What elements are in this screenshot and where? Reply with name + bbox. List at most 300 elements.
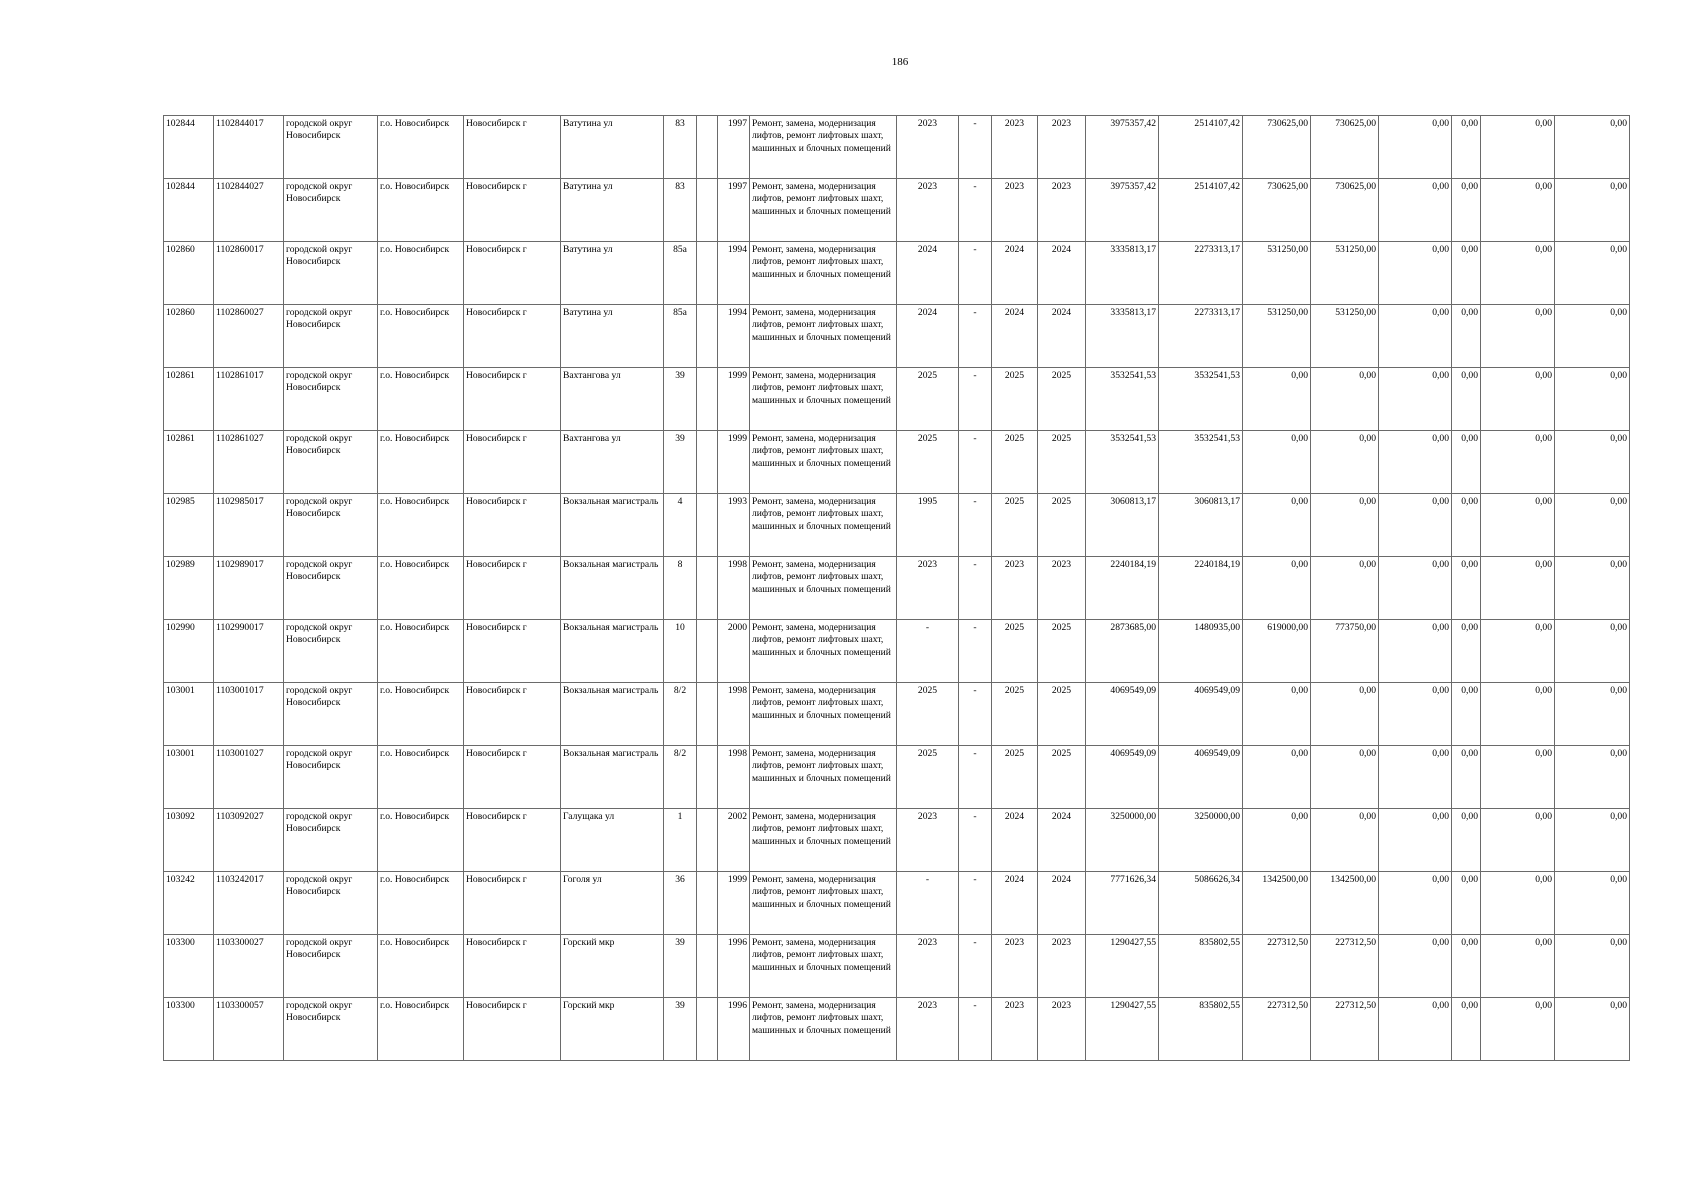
end-year-cell: 2024 xyxy=(1038,872,1086,935)
house-number-cell: 8 xyxy=(664,557,697,620)
total-cost-cell: 3532541,53 xyxy=(1086,431,1159,494)
last-repair-year-cell: 2025 xyxy=(897,368,959,431)
element-code-cell: 1102990017 xyxy=(214,620,284,683)
cost-column-d-cell: 0,00 xyxy=(1452,116,1481,179)
planned-repair-year-cell: - xyxy=(959,116,992,179)
element-code-cell: 1102844017 xyxy=(214,116,284,179)
cost-column-a-cell: 0,00 xyxy=(1243,683,1311,746)
city-cell: Новосибирск г xyxy=(464,683,561,746)
city-cell: Новосибирск г xyxy=(464,431,561,494)
cost-column-f-cell: 0,00 xyxy=(1555,431,1630,494)
build-year-cell: 1996 xyxy=(718,998,750,1061)
end-year-cell: 2025 xyxy=(1038,620,1086,683)
fund-cost-cell: 3250000,00 xyxy=(1159,809,1243,872)
element-code-cell: 1102860027 xyxy=(214,305,284,368)
street-cell: Вокзальная магистраль xyxy=(561,620,664,683)
build-year-cell: 1997 xyxy=(718,116,750,179)
cost-column-c-cell: 0,00 xyxy=(1379,368,1452,431)
street-cell: Вахтангова ул xyxy=(561,431,664,494)
planned-repair-year-cell: - xyxy=(959,746,992,809)
total-cost-cell: 3335813,17 xyxy=(1086,305,1159,368)
build-year-cell: 1997 xyxy=(718,179,750,242)
end-year-cell: 2023 xyxy=(1038,935,1086,998)
build-year-cell: 1998 xyxy=(718,683,750,746)
total-cost-cell: 7771626,34 xyxy=(1086,872,1159,935)
house-number-cell: 8/2 xyxy=(664,746,697,809)
end-year-cell: 2024 xyxy=(1038,809,1086,872)
table-row xyxy=(164,872,1630,935)
cost-column-e-cell: 0,00 xyxy=(1481,683,1555,746)
cost-column-f-cell: 0,00 xyxy=(1555,809,1630,872)
last-repair-year-cell: 2025 xyxy=(897,431,959,494)
municipality-cell: городской округ Новосибирск xyxy=(284,494,378,557)
building-cell xyxy=(697,431,718,494)
cost-column-d-cell: 0,00 xyxy=(1452,620,1481,683)
last-repair-year-cell: 2024 xyxy=(897,242,959,305)
cost-column-b-cell: 773750,00 xyxy=(1311,620,1379,683)
work-type-cell: Ремонт, замена, модернизация лифтов, ремонт лифтовых шахт, машинных и блочных помещений xyxy=(750,746,897,809)
cost-column-e-cell: 0,00 xyxy=(1481,746,1555,809)
city-cell: Новосибирск г xyxy=(464,998,561,1061)
planned-repair-year-cell: - xyxy=(959,620,992,683)
city-cell: Новосибирск г xyxy=(464,809,561,872)
cost-column-b-cell: 0,00 xyxy=(1311,746,1379,809)
planned-repair-year-cell: - xyxy=(959,557,992,620)
fund-cost-cell: 4069549,09 xyxy=(1159,746,1243,809)
start-year-cell: 2024 xyxy=(992,872,1038,935)
settlement-cell: г.о. Новосибирск xyxy=(378,683,464,746)
city-cell: Новосибирск г xyxy=(464,872,561,935)
cost-column-f-cell: 0,00 xyxy=(1555,242,1630,305)
work-type-cell: Ремонт, замена, модернизация лифтов, ремонт лифтовых шахт, машинных и блочных помещений xyxy=(750,620,897,683)
fund-cost-cell: 2240184,19 xyxy=(1159,557,1243,620)
house-number-cell: 1 xyxy=(664,809,697,872)
municipality-cell: городской округ Новосибирск xyxy=(284,683,378,746)
cost-column-a-cell: 0,00 xyxy=(1243,746,1311,809)
element-code-cell: 1103300057 xyxy=(214,998,284,1061)
work-type-cell: Ремонт, замена, модернизация лифтов, ремонт лифтовых шахт, машинных и блочных помещений xyxy=(750,998,897,1061)
cost-column-c-cell: 0,00 xyxy=(1379,179,1452,242)
municipality-cell: городской округ Новосибирск xyxy=(284,809,378,872)
municipality-cell: городской округ Новосибирск xyxy=(284,746,378,809)
cost-column-c-cell: 0,00 xyxy=(1379,494,1452,557)
table-row xyxy=(164,242,1630,305)
cost-column-c-cell: 0,00 xyxy=(1379,431,1452,494)
cost-column-b-cell: 0,00 xyxy=(1311,809,1379,872)
element-code-cell: 1103300027 xyxy=(214,935,284,998)
city-cell: Новосибирск г xyxy=(464,557,561,620)
building-cell xyxy=(697,998,718,1061)
fund-cost-cell: 2514107,42 xyxy=(1159,179,1243,242)
cost-column-a-cell: 227312,50 xyxy=(1243,998,1311,1061)
last-repair-year-cell: 2023 xyxy=(897,116,959,179)
planned-repair-year-cell: - xyxy=(959,683,992,746)
start-year-cell: 2025 xyxy=(992,368,1038,431)
end-year-cell: 2023 xyxy=(1038,179,1086,242)
planned-repair-year-cell: - xyxy=(959,242,992,305)
cost-column-e-cell: 0,00 xyxy=(1481,116,1555,179)
planned-repair-year-cell: - xyxy=(959,998,992,1061)
cost-column-d-cell: 0,00 xyxy=(1452,305,1481,368)
cost-column-a-cell: 1342500,00 xyxy=(1243,872,1311,935)
object-code-cell: 102860 xyxy=(164,305,214,368)
fund-cost-cell: 1480935,00 xyxy=(1159,620,1243,683)
settlement-cell: г.о. Новосибирск xyxy=(378,557,464,620)
total-cost-cell: 2873685,00 xyxy=(1086,620,1159,683)
end-year-cell: 2025 xyxy=(1038,431,1086,494)
fund-cost-cell: 835802,55 xyxy=(1159,998,1243,1061)
building-cell xyxy=(697,620,718,683)
page-number: 186 xyxy=(891,56,909,68)
building-cell xyxy=(697,494,718,557)
cost-column-f-cell: 0,00 xyxy=(1555,683,1630,746)
last-repair-year-cell: 2024 xyxy=(897,305,959,368)
work-type-cell: Ремонт, замена, модернизация лифтов, ремонт лифтовых шахт, машинных и блочных помещений xyxy=(750,179,897,242)
street-cell: Вокзальная магистраль xyxy=(561,683,664,746)
cost-column-e-cell: 0,00 xyxy=(1481,998,1555,1061)
planned-repair-year-cell: - xyxy=(959,305,992,368)
fund-cost-cell: 2273313,17 xyxy=(1159,305,1243,368)
cost-column-a-cell: 227312,50 xyxy=(1243,935,1311,998)
settlement-cell: г.о. Новосибирск xyxy=(378,872,464,935)
city-cell: Новосибирск г xyxy=(464,305,561,368)
cost-column-f-cell: 0,00 xyxy=(1555,620,1630,683)
cost-column-a-cell: 0,00 xyxy=(1243,368,1311,431)
cost-column-b-cell: 0,00 xyxy=(1311,683,1379,746)
cost-column-a-cell: 730625,00 xyxy=(1243,116,1311,179)
street-cell: Галущака ул xyxy=(561,809,664,872)
element-code-cell: 1102861027 xyxy=(214,431,284,494)
object-code-cell: 103001 xyxy=(164,746,214,809)
work-type-cell: Ремонт, замена, модернизация лифтов, ремонт лифтовых шахт, машинных и блочных помещений xyxy=(750,872,897,935)
cost-column-d-cell: 0,00 xyxy=(1452,368,1481,431)
cost-column-d-cell: 0,00 xyxy=(1452,494,1481,557)
table-row xyxy=(164,305,1630,368)
table-row xyxy=(164,431,1630,494)
municipality-cell: городской округ Новосибирск xyxy=(284,179,378,242)
cost-column-a-cell: 531250,00 xyxy=(1243,242,1311,305)
object-code-cell: 102985 xyxy=(164,494,214,557)
house-number-cell: 85а xyxy=(664,242,697,305)
settlement-cell: г.о. Новосибирск xyxy=(378,305,464,368)
cost-column-a-cell: 730625,00 xyxy=(1243,179,1311,242)
cost-column-d-cell: 0,00 xyxy=(1452,809,1481,872)
object-code-cell: 102861 xyxy=(164,368,214,431)
end-year-cell: 2025 xyxy=(1038,746,1086,809)
table-row xyxy=(164,683,1630,746)
street-cell: Ватутина ул xyxy=(561,242,664,305)
element-code-cell: 1103001017 xyxy=(214,683,284,746)
work-type-cell: Ремонт, замена, модернизация лифтов, ремонт лифтовых шахт, машинных и блочных помещений xyxy=(750,368,897,431)
element-code-cell: 1102861017 xyxy=(214,368,284,431)
work-type-cell: Ремонт, замена, модернизация лифтов, ремонт лифтовых шахт, машинных и блочных помещений xyxy=(750,557,897,620)
element-code-cell: 1103242017 xyxy=(214,872,284,935)
street-cell: Гоголя ул xyxy=(561,872,664,935)
table-row xyxy=(164,998,1630,1061)
cost-column-e-cell: 0,00 xyxy=(1481,179,1555,242)
last-repair-year-cell: 2023 xyxy=(897,935,959,998)
work-type-cell: Ремонт, замена, модернизация лифтов, ремонт лифтовых шахт, машинных и блочных помещений xyxy=(750,242,897,305)
element-code-cell: 1103001027 xyxy=(214,746,284,809)
cost-column-c-cell: 0,00 xyxy=(1379,305,1452,368)
work-type-cell: Ремонт, замена, модернизация лифтов, ремонт лифтовых шахт, машинных и блочных помещений xyxy=(750,305,897,368)
building-cell xyxy=(697,935,718,998)
start-year-cell: 2024 xyxy=(992,809,1038,872)
street-cell: Ватутина ул xyxy=(561,179,664,242)
element-code-cell: 1102985017 xyxy=(214,494,284,557)
end-year-cell: 2025 xyxy=(1038,683,1086,746)
city-cell: Новосибирск г xyxy=(464,179,561,242)
object-code-cell: 103001 xyxy=(164,683,214,746)
cost-column-b-cell: 730625,00 xyxy=(1311,116,1379,179)
cost-column-e-cell: 0,00 xyxy=(1481,368,1555,431)
work-type-cell: Ремонт, замена, модернизация лифтов, ремонт лифтовых шахт, машинных и блочных помещений xyxy=(750,494,897,557)
house-number-cell: 39 xyxy=(664,431,697,494)
last-repair-year-cell: - xyxy=(897,872,959,935)
planned-repair-year-cell: - xyxy=(959,494,992,557)
municipality-cell: городской округ Новосибирск xyxy=(284,998,378,1061)
city-cell: Новосибирск г xyxy=(464,368,561,431)
build-year-cell: 1999 xyxy=(718,872,750,935)
start-year-cell: 2023 xyxy=(992,179,1038,242)
table-row xyxy=(164,809,1630,872)
cost-column-d-cell: 0,00 xyxy=(1452,242,1481,305)
build-year-cell: 1994 xyxy=(718,242,750,305)
cost-column-d-cell: 0,00 xyxy=(1452,557,1481,620)
last-repair-year-cell: 2025 xyxy=(897,746,959,809)
building-cell xyxy=(697,746,718,809)
cost-column-f-cell: 0,00 xyxy=(1555,998,1630,1061)
settlement-cell: г.о. Новосибирск xyxy=(378,935,464,998)
start-year-cell: 2024 xyxy=(992,305,1038,368)
start-year-cell: 2025 xyxy=(992,746,1038,809)
cost-column-a-cell: 0,00 xyxy=(1243,557,1311,620)
street-cell: Ватутина ул xyxy=(561,116,664,179)
cost-column-b-cell: 227312,50 xyxy=(1311,998,1379,1061)
street-cell: Вахтангова ул xyxy=(561,368,664,431)
build-year-cell: 1994 xyxy=(718,305,750,368)
cost-column-d-cell: 0,00 xyxy=(1452,746,1481,809)
planned-repair-year-cell: - xyxy=(959,179,992,242)
element-code-cell: 1102860017 xyxy=(214,242,284,305)
cost-column-f-cell: 0,00 xyxy=(1555,935,1630,998)
object-code-cell: 103300 xyxy=(164,935,214,998)
last-repair-year-cell: 1995 xyxy=(897,494,959,557)
fund-cost-cell: 5086626,34 xyxy=(1159,872,1243,935)
settlement-cell: г.о. Новосибирск xyxy=(378,998,464,1061)
building-cell xyxy=(697,557,718,620)
house-number-cell: 4 xyxy=(664,494,697,557)
object-code-cell: 102989 xyxy=(164,557,214,620)
cost-column-f-cell: 0,00 xyxy=(1555,872,1630,935)
planned-repair-year-cell: - xyxy=(959,935,992,998)
building-cell xyxy=(697,179,718,242)
cost-column-c-cell: 0,00 xyxy=(1379,935,1452,998)
table-row xyxy=(164,116,1630,179)
municipality-cell: городской округ Новосибирск xyxy=(284,116,378,179)
cost-column-c-cell: 0,00 xyxy=(1379,557,1452,620)
build-year-cell: 1998 xyxy=(718,746,750,809)
city-cell: Новосибирск г xyxy=(464,620,561,683)
cost-column-b-cell: 730625,00 xyxy=(1311,179,1379,242)
start-year-cell: 2025 xyxy=(992,683,1038,746)
work-type-cell: Ремонт, замена, модернизация лифтов, ремонт лифтовых шахт, машинных и блочных помещений xyxy=(750,683,897,746)
work-type-cell: Ремонт, замена, модернизация лифтов, ремонт лифтовых шахт, машинных и блочных помещений xyxy=(750,809,897,872)
house-number-cell: 10 xyxy=(664,620,697,683)
cost-column-f-cell: 0,00 xyxy=(1555,179,1630,242)
build-year-cell: 1996 xyxy=(718,935,750,998)
work-type-cell: Ремонт, замена, модернизация лифтов, ремонт лифтовых шахт, машинных и блочных помещений xyxy=(750,431,897,494)
cost-column-d-cell: 0,00 xyxy=(1452,431,1481,494)
fund-cost-cell: 3060813,17 xyxy=(1159,494,1243,557)
cost-column-f-cell: 0,00 xyxy=(1555,305,1630,368)
start-year-cell: 2023 xyxy=(992,935,1038,998)
cost-column-f-cell: 0,00 xyxy=(1555,116,1630,179)
cost-column-c-cell: 0,00 xyxy=(1379,746,1452,809)
start-year-cell: 2024 xyxy=(992,242,1038,305)
cost-column-b-cell: 531250,00 xyxy=(1311,305,1379,368)
municipality-cell: городской округ Новосибирск xyxy=(284,872,378,935)
cost-column-c-cell: 0,00 xyxy=(1379,872,1452,935)
cost-column-d-cell: 0,00 xyxy=(1452,179,1481,242)
cost-column-e-cell: 0,00 xyxy=(1481,620,1555,683)
cost-column-c-cell: 0,00 xyxy=(1379,242,1452,305)
municipality-cell: городской округ Новосибирск xyxy=(284,557,378,620)
planned-repair-year-cell: - xyxy=(959,368,992,431)
settlement-cell: г.о. Новосибирск xyxy=(378,809,464,872)
house-number-cell: 83 xyxy=(664,116,697,179)
table-row xyxy=(164,620,1630,683)
build-year-cell: 2000 xyxy=(718,620,750,683)
cost-column-a-cell: 619000,00 xyxy=(1243,620,1311,683)
total-cost-cell: 3060813,17 xyxy=(1086,494,1159,557)
city-cell: Новосибирск г xyxy=(464,935,561,998)
object-code-cell: 102861 xyxy=(164,431,214,494)
cost-column-b-cell: 531250,00 xyxy=(1311,242,1379,305)
total-cost-cell: 2240184,19 xyxy=(1086,557,1159,620)
cost-column-a-cell: 0,00 xyxy=(1243,494,1311,557)
total-cost-cell: 1290427,55 xyxy=(1086,998,1159,1061)
building-cell xyxy=(697,683,718,746)
start-year-cell: 2025 xyxy=(992,620,1038,683)
end-year-cell: 2023 xyxy=(1038,116,1086,179)
municipality-cell: городской округ Новосибирск xyxy=(284,935,378,998)
cost-column-b-cell: 0,00 xyxy=(1311,368,1379,431)
element-code-cell: 1102844027 xyxy=(214,179,284,242)
settlement-cell: г.о. Новосибирск xyxy=(378,494,464,557)
total-cost-cell: 3975357,42 xyxy=(1086,116,1159,179)
end-year-cell: 2025 xyxy=(1038,368,1086,431)
last-repair-year-cell: 2023 xyxy=(897,809,959,872)
cost-column-d-cell: 0,00 xyxy=(1452,935,1481,998)
cost-column-c-cell: 0,00 xyxy=(1379,683,1452,746)
building-cell xyxy=(697,872,718,935)
cost-column-c-cell: 0,00 xyxy=(1379,116,1452,179)
work-type-cell: Ремонт, замена, модернизация лифтов, ремонт лифтовых шахт, машинных и блочных помещений xyxy=(750,935,897,998)
municipality-cell: городской округ Новосибирск xyxy=(284,242,378,305)
settlement-cell: г.о. Новосибирск xyxy=(378,242,464,305)
house-number-cell: 8/2 xyxy=(664,683,697,746)
start-year-cell: 2025 xyxy=(992,494,1038,557)
total-cost-cell: 3250000,00 xyxy=(1086,809,1159,872)
cost-column-b-cell: 0,00 xyxy=(1311,431,1379,494)
build-year-cell: 2002 xyxy=(718,809,750,872)
house-number-cell: 85а xyxy=(664,305,697,368)
end-year-cell: 2024 xyxy=(1038,242,1086,305)
last-repair-year-cell: 2025 xyxy=(897,683,959,746)
municipality-cell: городской округ Новосибирск xyxy=(284,620,378,683)
start-year-cell: 2025 xyxy=(992,431,1038,494)
start-year-cell: 2023 xyxy=(992,116,1038,179)
building-cell xyxy=(697,116,718,179)
cost-column-f-cell: 0,00 xyxy=(1555,494,1630,557)
settlement-cell: г.о. Новосибирск xyxy=(378,179,464,242)
cost-column-b-cell: 0,00 xyxy=(1311,557,1379,620)
object-code-cell: 103242 xyxy=(164,872,214,935)
house-number-cell: 39 xyxy=(664,998,697,1061)
table-row xyxy=(164,557,1630,620)
municipality-cell: городской округ Новосибирск xyxy=(284,431,378,494)
end-year-cell: 2024 xyxy=(1038,305,1086,368)
planned-repair-year-cell: - xyxy=(959,872,992,935)
cost-column-f-cell: 0,00 xyxy=(1555,557,1630,620)
total-cost-cell: 3975357,42 xyxy=(1086,179,1159,242)
city-cell: Новосибирск г xyxy=(464,746,561,809)
cost-column-d-cell: 0,00 xyxy=(1452,872,1481,935)
cost-column-a-cell: 0,00 xyxy=(1243,809,1311,872)
city-cell: Новосибирск г xyxy=(464,494,561,557)
fund-cost-cell: 3532541,53 xyxy=(1159,431,1243,494)
object-code-cell: 102844 xyxy=(164,116,214,179)
planned-repair-year-cell: - xyxy=(959,431,992,494)
build-year-cell: 1999 xyxy=(718,431,750,494)
house-number-cell: 39 xyxy=(664,368,697,431)
object-code-cell: 102990 xyxy=(164,620,214,683)
house-number-cell: 39 xyxy=(664,935,697,998)
work-type-cell: Ремонт, замена, модернизация лифтов, ремонт лифтовых шахт, машинных и блочных помещений xyxy=(750,116,897,179)
start-year-cell: 2023 xyxy=(992,998,1038,1061)
table-row xyxy=(164,368,1630,431)
cost-column-f-cell: 0,00 xyxy=(1555,368,1630,431)
cost-column-e-cell: 0,00 xyxy=(1481,809,1555,872)
end-year-cell: 2023 xyxy=(1038,557,1086,620)
last-repair-year-cell: - xyxy=(897,620,959,683)
total-cost-cell: 3532541,53 xyxy=(1086,368,1159,431)
fund-cost-cell: 2514107,42 xyxy=(1159,116,1243,179)
settlement-cell: г.о. Новосибирск xyxy=(378,620,464,683)
cost-column-b-cell: 0,00 xyxy=(1311,494,1379,557)
element-code-cell: 1103092027 xyxy=(214,809,284,872)
object-code-cell: 102844 xyxy=(164,179,214,242)
building-cell xyxy=(697,305,718,368)
build-year-cell: 1998 xyxy=(718,557,750,620)
street-cell: Вокзальная магистраль xyxy=(561,494,664,557)
table-row xyxy=(164,179,1630,242)
last-repair-year-cell: 2023 xyxy=(897,179,959,242)
street-cell: Горский мкр xyxy=(561,935,664,998)
settlement-cell: г.о. Новосибирск xyxy=(378,746,464,809)
table-row xyxy=(164,935,1630,998)
settlement-cell: г.о. Новосибирск xyxy=(378,368,464,431)
cost-column-b-cell: 227312,50 xyxy=(1311,935,1379,998)
cost-column-e-cell: 0,00 xyxy=(1481,494,1555,557)
street-cell: Ватутина ул xyxy=(561,305,664,368)
end-year-cell: 2025 xyxy=(1038,494,1086,557)
cost-column-e-cell: 0,00 xyxy=(1481,557,1555,620)
planned-repair-year-cell: - xyxy=(959,809,992,872)
build-year-cell: 1999 xyxy=(718,368,750,431)
street-cell: Горский мкр xyxy=(561,998,664,1061)
